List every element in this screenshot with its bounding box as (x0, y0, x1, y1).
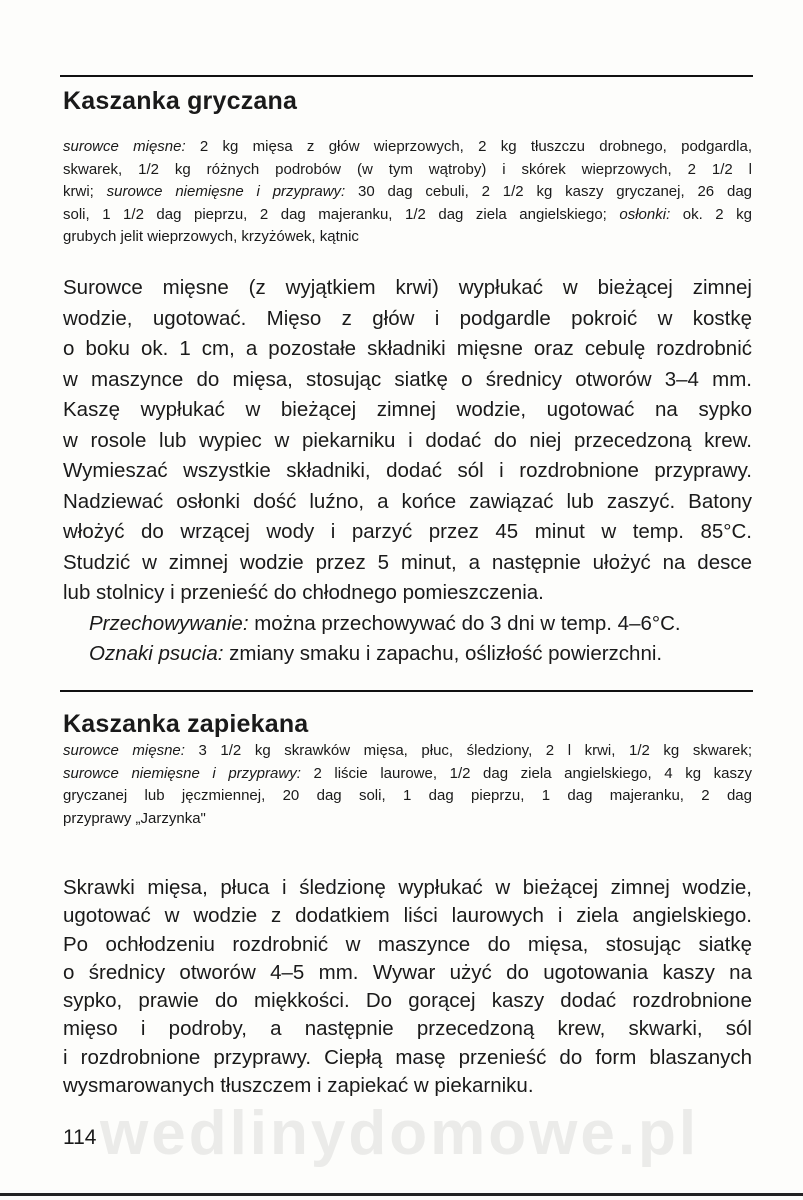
text-segment: w rosole lub wypiec w piekarniku i dodać do niej przecedzoną krew. (63, 428, 752, 452)
text-line (63, 159, 752, 182)
text-line (63, 808, 752, 831)
ingredients-list (63, 740, 752, 830)
label-text: surowce mięsne: (63, 138, 186, 155)
text-line (63, 578, 752, 609)
text-segment: grubych jelit wieprzowych, krzyżówek, kątnic (63, 228, 359, 245)
page-edge (0, 1193, 803, 1196)
text-segment: o średnicy otworów 4–5 mm. Wywar użyć do ugotowania kaszy na (63, 960, 752, 984)
text-line (63, 365, 752, 396)
text-line (63, 1044, 752, 1072)
text-segment: Kaszę wypłukać w bieżącej zimnej wodzie, ugotować na sypko (63, 398, 752, 421)
text-segment: w maszynce do mięsa, stosując siatkę o średnicy otworów 3–4 mm. (63, 367, 752, 391)
label-text: surowce mięsne: (63, 742, 185, 759)
text-line (63, 609, 752, 640)
section-rule (60, 690, 753, 692)
text-segment: Wymieszać wszystkie składniki, dodać sól i rozdrobnione przyprawy. (63, 459, 752, 482)
text-segment: zmiany smaku i zapachu, oślizłość powierzchni. (223, 642, 663, 665)
text-segment: można przechowywać do 3 dni w temp. 4–6°C. (248, 611, 681, 635)
text-segment: wysmarowanych tłuszczem i zapiekać w piekarniku. (63, 1074, 534, 1098)
text-line (63, 1015, 752, 1043)
recipe-instructions (63, 874, 752, 1100)
text-segment: gryczanej lub jęczmiennej, 20 dag soli, 1 dag pieprzu, 1 dag majeranku, 2 dag (63, 787, 752, 804)
text-line (63, 959, 752, 987)
label-text: Oznaki psucia: (89, 642, 224, 665)
text-line (63, 395, 752, 426)
text-segment: soli, 1 1/2 dag pieprzu, 2 dag majeranku, 1/2 dag ziela angielskiego; (63, 205, 620, 223)
text-line (63, 987, 752, 1015)
text-segment: lub stolnicy i przenieść do chłodnego pomieszczenia. (63, 581, 544, 604)
text-line (63, 273, 752, 304)
text-line (63, 1072, 752, 1100)
text-line (63, 487, 752, 518)
text-line (63, 426, 752, 457)
text-segment: skwarek, 1/2 kg różnych podrobów (w tym wątroby) i skórek wieprzowych, 2 1/2 l (63, 160, 752, 178)
text-segment: ugotować w wodzie z dodatkiem liści laurowych i ziela angielskiego. (63, 904, 752, 928)
text-line (63, 874, 752, 902)
text-segment: wodzie, ugotować. Mięso z głów i podgardle pokroić w kostkę (63, 306, 752, 330)
text-segment: ok. 2 kg (670, 205, 752, 223)
text-line (63, 763, 752, 786)
text-line (63, 136, 752, 159)
ingredients-list (63, 136, 752, 249)
text-segment: i rozdrobnione przyprawy. Ciepłą masę przenieść do form blaszanych (63, 1045, 752, 1069)
text-line (63, 204, 752, 227)
watermark: wedlinydomowe.pl (100, 1099, 700, 1168)
text-segment: sypko, prawie do miękkości. Do gorącej kaszy dodać rozdrobnione (63, 989, 752, 1013)
text-segment: przyprawy „Jarzynka" (63, 809, 206, 827)
text-segment: krwi; (63, 183, 107, 200)
top-rule (60, 75, 753, 77)
label-text: Przechowywanie: (89, 611, 249, 635)
text-segment: 2 liście laurowe, 1/2 dag ziela angielskiego, 4 kg kaszy (300, 764, 752, 782)
text-line (63, 740, 752, 763)
text-line (63, 226, 752, 249)
label-text: osłonki: (619, 205, 671, 223)
text-segment: Po ochłodzeniu rozdrobnić w maszynce do mięsa, stosując siatkę (63, 932, 752, 956)
text-segment: Skrawki mięsa, płuca i śledzionę wypłukać w bieżącej zimnej wodzie, (63, 876, 752, 899)
section-title: Kaszanka zapiekana (63, 710, 309, 738)
text-segment: o boku ok. 1 cm, a pozostałe składniki mięsne oraz cebulę rozdrobnić (63, 337, 752, 360)
page-number: 114 (63, 1126, 97, 1149)
text-line (63, 517, 752, 548)
text-segment: 2 kg mięsa z głów wieprzowych, 2 kg tłuszczu drobnego, podgardla, (185, 138, 752, 155)
text-segment: Nadziewać osłonki dość luźno, a końce zawiązać lub zaszyć. Batony (63, 489, 752, 513)
text-line (63, 304, 752, 335)
text-line (63, 334, 752, 365)
recipe-instructions (63, 273, 752, 670)
section-title: Kaszanka gryczana (63, 87, 298, 115)
text-segment: Studzić w zimnej wodzie przez 5 minut, a następnie ułożyć na desce (63, 550, 752, 574)
text-segment: 3 1/2 kg skrawków mięsa, płuc, śledziony, 2 l krwi, 1/2 kg skwarek; (184, 742, 752, 759)
text-line (63, 639, 752, 670)
text-segment: mięso i podroby, a następnie przecedzoną krew, skwarki, sól (63, 1017, 752, 1041)
text-line (63, 902, 752, 930)
label-text: surowce niemięsne i przyprawy: (63, 764, 301, 782)
text-line (63, 181, 752, 204)
text-line (63, 548, 752, 579)
text-segment: 30 dag cebuli, 2 1/2 kg kaszy gryczanej, 26 dag (345, 183, 752, 200)
text-segment: włożyć do wrzącej wody i parzyć przez 45 minut w temp. 85°C. (63, 520, 752, 543)
text-segment: Surowce mięsne (z wyjątkiem krwi) wypłukać w bieżącej zimnej (63, 276, 752, 299)
text-line (63, 785, 752, 808)
text-line (63, 931, 752, 959)
label-text: surowce niemięsne i przyprawy: (106, 183, 346, 200)
text-line (63, 456, 752, 487)
